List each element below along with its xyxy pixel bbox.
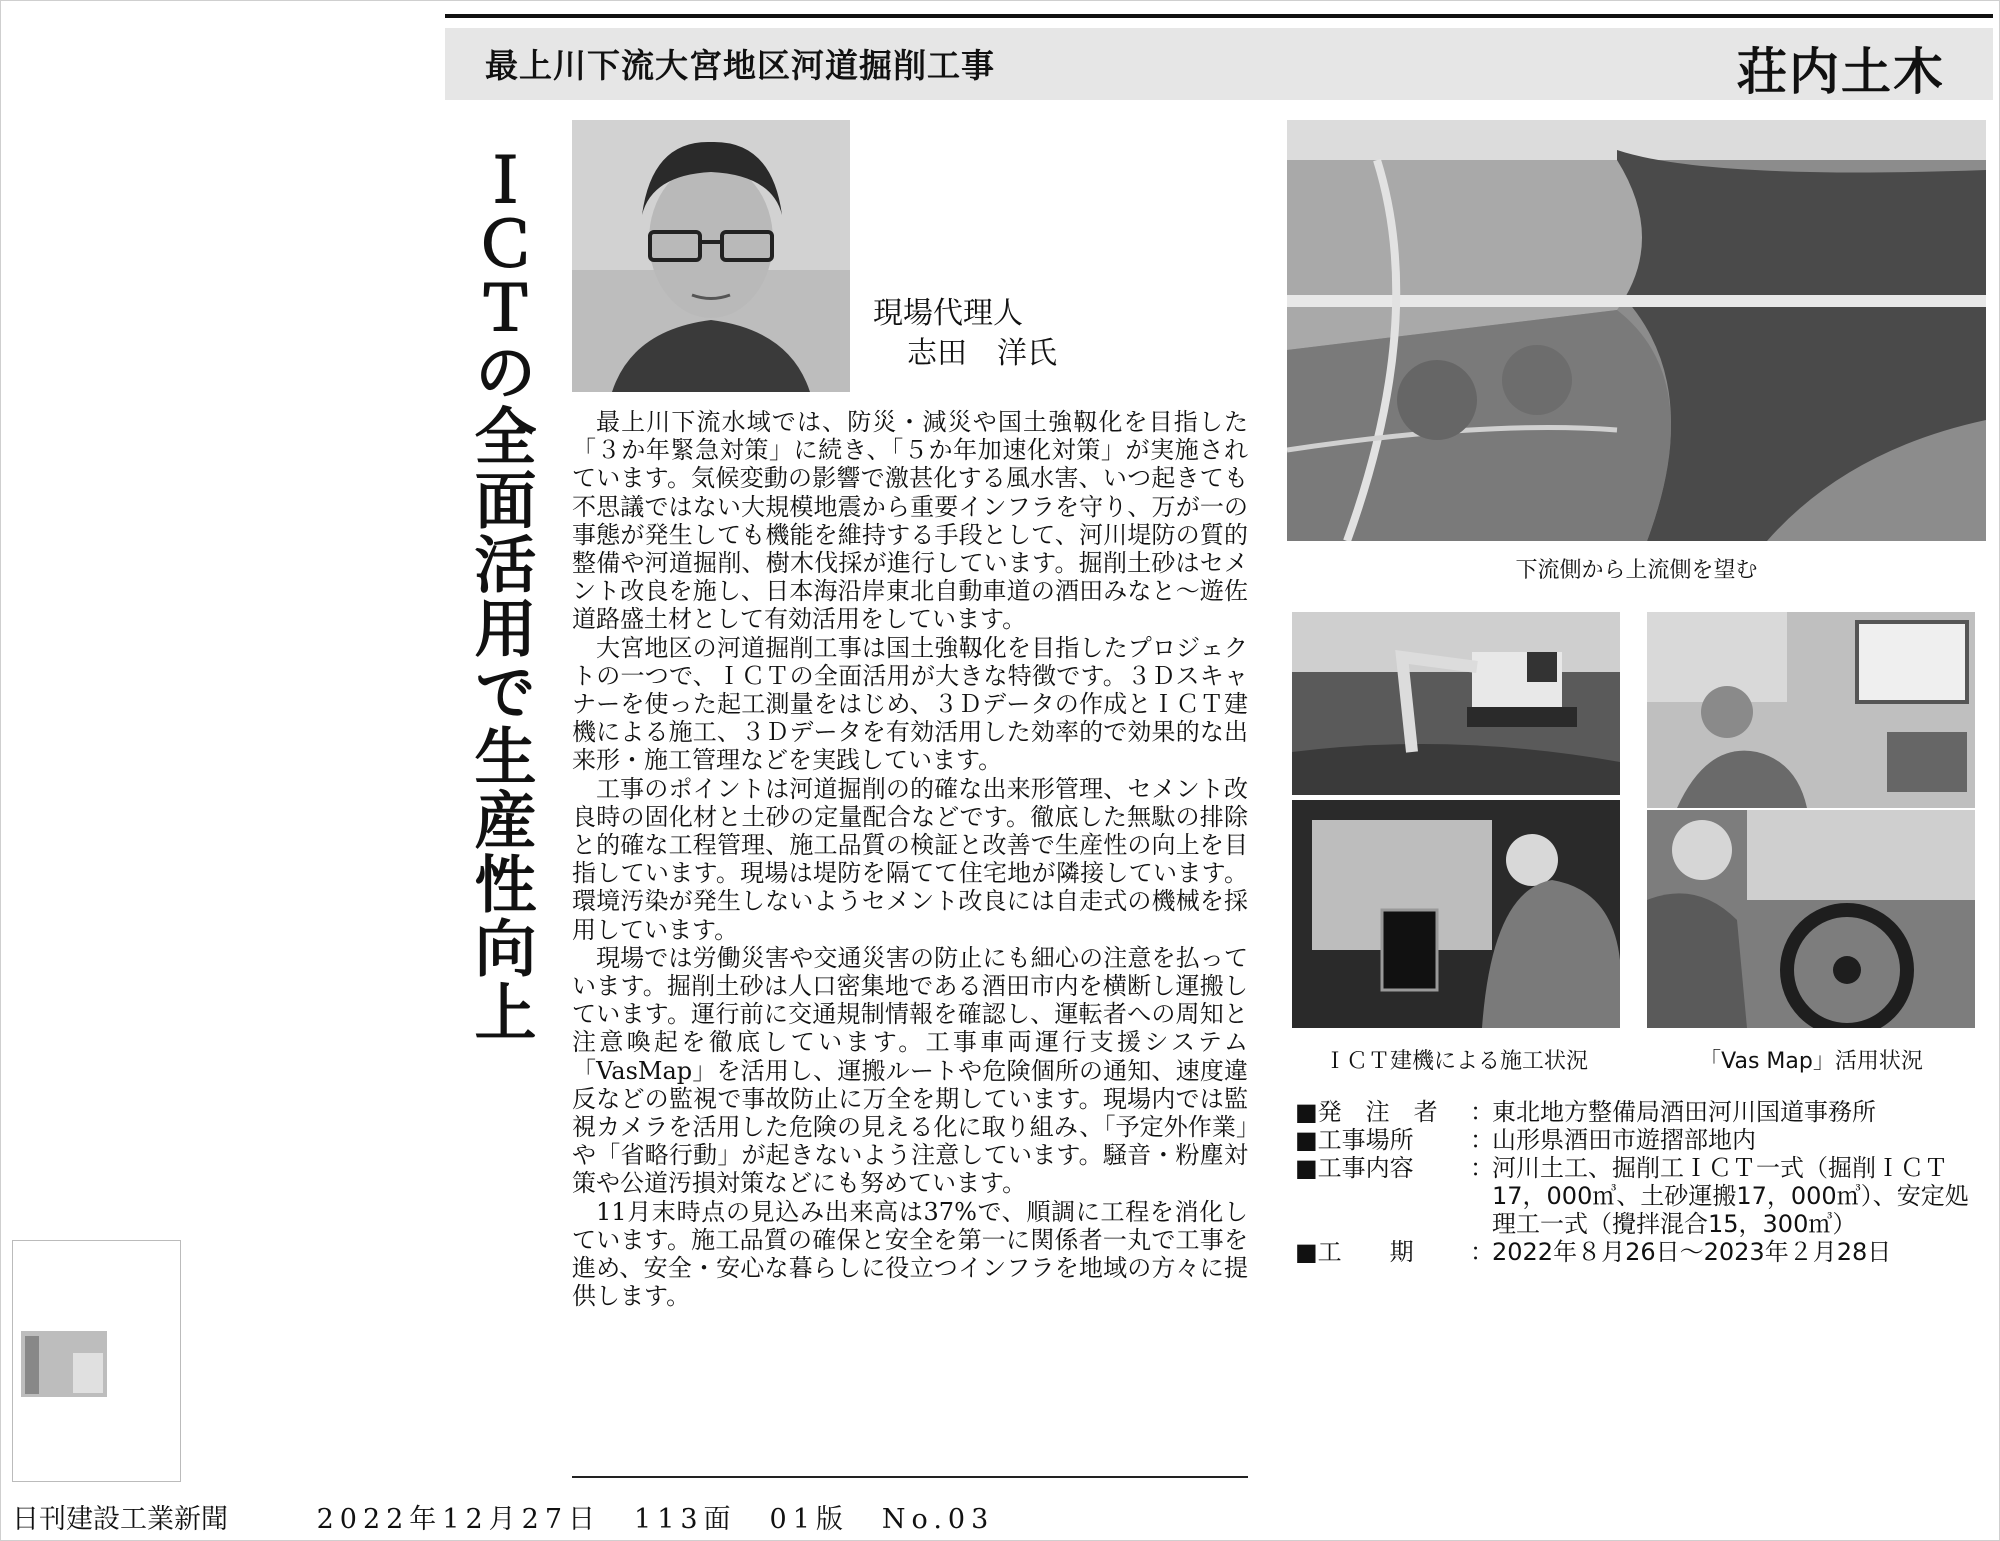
issue-info: 2022年12月27日 113面 01版 No.03: [316, 1504, 995, 1535]
spec-value: 山形県酒田市遊摺部地内: [1492, 1126, 1756, 1154]
paragraph: 最上川下流水域では、防災・減災や国土強靱化を目指した「３か年緊急対策」に続き、「５か年加速化対策」が実施されています。気候変動の影響で激甚化する風水害、いつ起きても不思議ではない大規模地震から重要インフラを守り、万が一の事態が発生しても機能を維持する手段として、河川堤防の質的整備や河道掘削、樹木伐採が進行しています。掘削土砂はセメント改良を施し、日本海沿岸東北自動車道の酒田みなと～遊佐道路盛土材として有効活用をしています。: [572, 408, 1248, 634]
spec-row-location: [1295, 1126, 1975, 1154]
aerial-caption: 下流側から上流側を望む: [1515, 558, 1758, 583]
paragraph: 現場では労働災害や交通災害の防止にも細心の注意を払っています。掘削土砂は人口密集地である酒田市内を横断し運搬しています。運行前に交通規制情報を確認し、運転者への周知と注意喚起を徹底しています。工事車両運行支援システム「VasMap」を活用し、運搬ルートや危険個所の通知、速度違反などの監視で事故防止に万全を期しています。現場内では監視カメラを活用した危険の見える化に取り組み、「予定外作業」や「省略行動」が起きないよう注意しています。騒音・粉塵対策や公道汚損対策などにも努めています。: [572, 943, 1248, 1198]
portrait-photo: [572, 120, 850, 392]
spec-value: 2022年８月26日～2023年２月28日: [1492, 1238, 1892, 1266]
vasmap-caption: 「Vas Map」活用状況: [1699, 1049, 1923, 1074]
spec-value: 東北地方整備局酒田河川国道事務所: [1492, 1098, 1876, 1126]
spec-label: ■工 期: [1295, 1238, 1414, 1266]
person-role: 現場代理人: [873, 296, 1023, 331]
project-specs: [1295, 1098, 1975, 1266]
spec-row-period: [1295, 1238, 1975, 1266]
spec-label: ■工事内容: [1295, 1154, 1414, 1182]
spec-label: ■発 注 者: [1295, 1098, 1438, 1126]
top-rule: [445, 14, 1993, 18]
footer: [12, 1497, 994, 1536]
spec-value: 河川土工、掘削工ＩＣＴ一式（掘削ＩＣＴ17，000㎥、土砂運搬17，000㎥）、安定処理工一式（攪拌混合15，300㎥）: [1492, 1154, 1969, 1238]
cab-operator-photo: [1292, 800, 1620, 1028]
spec-row-client: [1295, 1098, 1975, 1126]
paragraph: 大宮地区の河道掘削工事は国土強靱化を目指したプロジェクトの一つで、ＩＣＴの全面活用が大きな特徴です。３Ｄスキャナーを使った起工測量をはじめ、３Ｄデータの作成とＩＣＴ建機による施工、３Ｄデータを有効活用した効率的で効果的な出来形・施工管理などを実践しています。: [572, 633, 1248, 775]
spec-separator: ：: [1470, 1126, 1494, 1154]
spec-label: ■工事場所: [1295, 1126, 1414, 1154]
company-name: 荘内土木: [1737, 43, 1945, 101]
headline: ＩＣＴの全面活用で生産性向上: [464, 148, 537, 1044]
paragraph: 工事のポイントは河道掘削の的確な出来形管理、セメント改良時の固化材と土砂の定量配合などです。徹底した無駄の排除と的確な工程管理、施工品質の検証と改善で生産性の向上を目指しています。現場は堤防を隔てて住宅地が隣接しています。環境汚染が発生しないようセメント改良には自走式の機械を採用しています。: [572, 774, 1248, 944]
monitor-operator-photo: [1647, 612, 1975, 808]
truck-driver-photo: [1647, 810, 1975, 1028]
spec-separator: ：: [1470, 1098, 1494, 1126]
ict-caption: ＩＣＴ建機による施工状況: [1323, 1049, 1588, 1074]
newspaper-name: 日刊建設工業新聞: [12, 1504, 228, 1535]
body-rule: [572, 1476, 1248, 1478]
person-name: 志田 洋氏: [907, 336, 1057, 371]
spec-row-content: [1295, 1154, 1975, 1238]
paragraph: 11月末時点の見込み出来高は37%で、順調に工程を消化しています。施工品質の確保と安全を第一に関係者一丸で工事を進め、安全・安心な暮らしに役立つインフラを地域の方々に提供します。: [572, 1197, 1248, 1311]
excavator-photo: [1292, 612, 1620, 795]
spec-separator: ：: [1470, 1154, 1494, 1182]
article-body: [572, 408, 1248, 1311]
project-title: 最上川下流大宮地区河道掘削工事: [485, 46, 995, 85]
page-thumbnail: [12, 1240, 181, 1482]
spec-separator: ：: [1470, 1238, 1494, 1266]
aerial-river-photo: [1287, 120, 1986, 541]
